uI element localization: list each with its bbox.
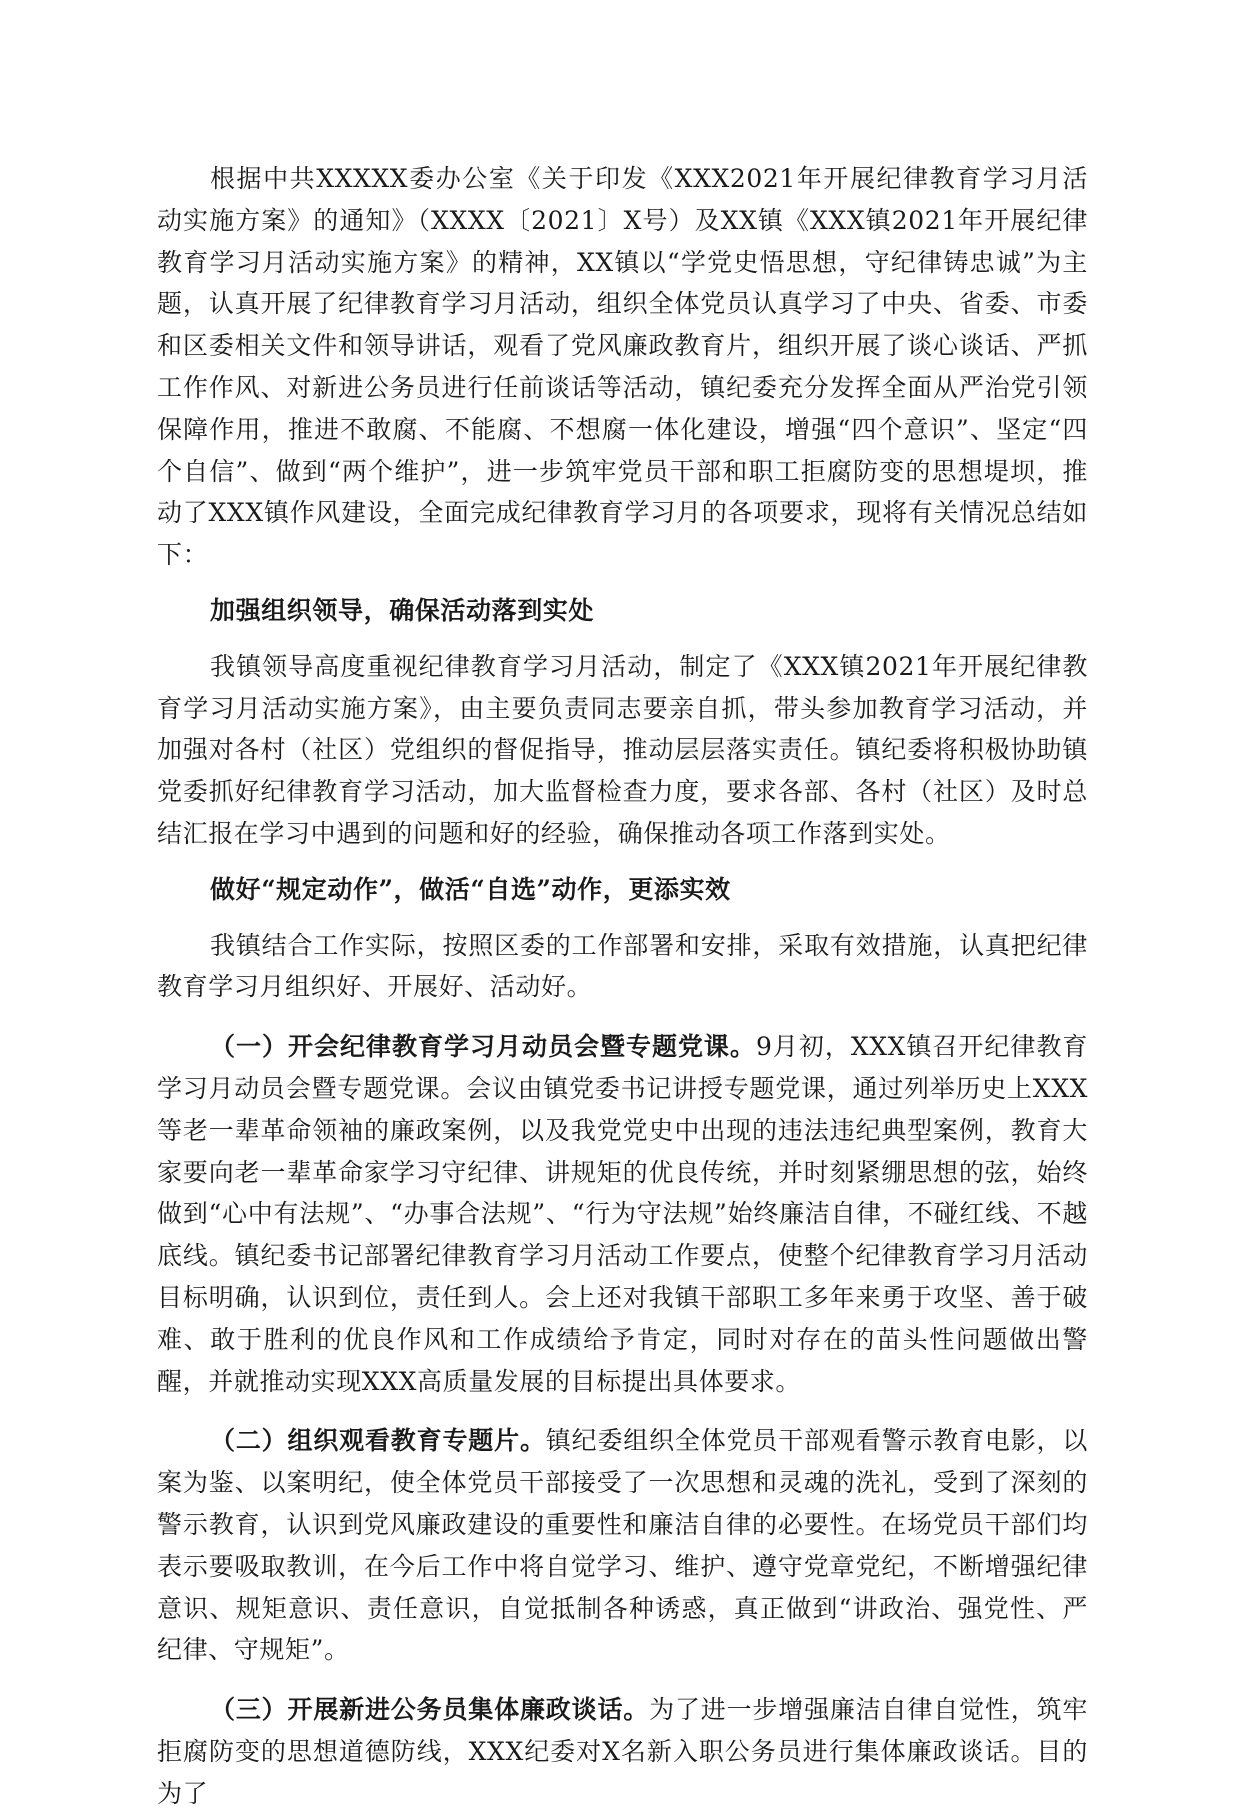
section-heading-organization: 加强组织领导，确保活动落到实处 [210, 595, 595, 625]
item-film-body: 镇纪委组织全体党员干部观看警示教育电影，以案为鉴、以案明纪，使全体党员干部接受了一次思想和灵魂的洗礼，受到了深刻的警示教育，认识到党风廉政建设的重要性和廉洁自律的必要性。在场党员干部们均表示要吸取教训，在今后工作中将自觉学习、维护、遵守党章党纪，不断增强纪律意识、规矩意识、责任意识，自觉抵制各种诱惑，真正做到“讲政治、强党性、严纪律、守规矩”。 [157, 1426, 1088, 1665]
item-education-film [157, 1420, 1088, 1671]
item-talk-lead: （三）开展新进公务员集体廉政谈话。 [210, 1695, 650, 1725]
item-talk-body: 为了进一步增强廉洁自律自觉性，筑牢拒腐防变的思想道德防线，XXX纪委对X名新入职公务员进行集体廉政谈话。目的为了 [157, 1695, 1089, 1808]
section-heading-actions: 做好“规定动作”，做活“自选”动作，更添实效 [210, 874, 731, 904]
section-body-organization: 我镇领导高度重视纪律教育学习月活动，制定了《XXX镇2021年开展纪律教育学习月活动实施方案》，由主要负责同志要亲自抓，带头参加教育学习活动，并加强对各村（社区）党组织的督促指导，推动层层落实责任。镇纪委将积极协助镇党委抓好纪律教育学习活动，加大监督检查力度，要求各部、各村（社区）及时总结汇报在学习中遇到的问题和好的经验，确保推动各项工作落到实处。 [157, 651, 1088, 848]
section-body-actions: 我镇结合工作实际，按照区委的工作部署和安排，采取有效措施，认真把纪律教育学习月组织好、开展好、活动好。 [157, 930, 1088, 1002]
item-mobilization-meeting [157, 1026, 1088, 1402]
intro-paragraph: 根据中共XXXXX委办公室《关于印发《XXX2021年开展纪律教育学习月活动实施方案》的通知》（XXXX〔2021〕X号）及XX镇《XXX镇2021年开展纪律教育学习月活动实施方案》的精神，XX镇以“学党史悟思想，守纪律铸忠诚”为主题，认真开展了纪律教育学习月活动，组织全体党员认真学习了中央、省委、市委和区委相关文件和领导讲话，观看了党风廉政教育片，组织开展了谈心谈话、严抓工作作风、对新进公务员进行任前谈话等活动，镇纪委充分发挥全面从严治党引领保障作用，推进不敢腐、不能腐、不想腐一体化建设，增强“四个意识”、坚定“四个自信”、做到“两个维护”，进一步筑牢党员干部和职工拒腐防变的思想堤坝，推动了XXX镇作风建设，全面完成纪律教育学习月的各项要求，现将有关情况总结如下： [157, 164, 1088, 570]
item-mobilization-lead: （一）开会纪律教育学习月动员会暨专题党课。 [210, 1032, 756, 1062]
item-integrity-talk [157, 1689, 1088, 1814]
item-mobilization-body: 9月初，XXX镇召开纪律教育学习月动员会暨专题党课。会议由镇党委书记讲授专题党课，通过列举历史上XXX等老一辈革命领袖的廉政案例，以及我党党史中出现的违法违纪典型案例，教育大家要向老一辈革命家学习守纪律、讲规矩的优良传统，并时刻紧绷思想的弦，始终做到“心中有法规”、“办事合法规”、“行为守法规”始终廉洁自律，不碰红线、不越底线。镇纪委书记部署纪律教育学习月活动工作要点，使整个纪律教育学习月活动目标明确，认识到位，责任到人。会上还对我镇干部职工多年来勇于攻坚、善于破难、敢于胜利的优良作风和工作成绩给予肯定，同时对存在的苗头性问题做出警醒，并就推动实现XXX高质量发展的目标提出具体要求。 [157, 1032, 1088, 1396]
item-film-lead: （二）组织观看教育专题片。 [210, 1426, 546, 1456]
